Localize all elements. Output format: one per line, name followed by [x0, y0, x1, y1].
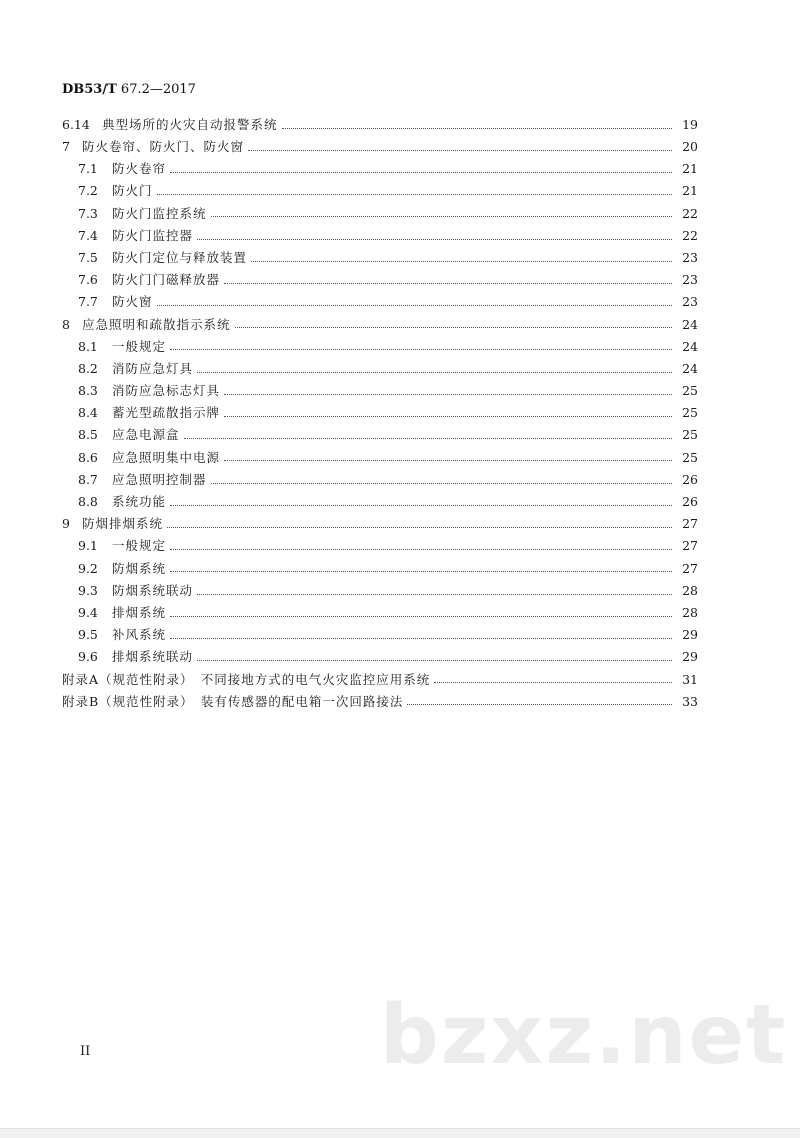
toc-entry-page: 26 — [682, 494, 698, 510]
toc-entry-page: 29 — [682, 649, 698, 665]
toc-dot-leader — [197, 360, 672, 373]
toc-dot-leader — [170, 626, 672, 639]
toc-entry[interactable] — [62, 647, 698, 669]
toc-entry-number: 8.3 — [78, 383, 98, 399]
toc-entry-page: 23 — [682, 272, 698, 288]
toc-dot-leader — [211, 471, 672, 484]
toc-entry[interactable] — [62, 580, 698, 602]
toc-entry-title: 一般规定 — [112, 538, 167, 554]
toc-entry-number: 9.2 — [78, 560, 98, 576]
toc-entry-title: 补风系统 — [112, 627, 167, 643]
toc-entry-page: 25 — [682, 383, 698, 399]
toc-entry-page: 29 — [682, 627, 698, 643]
toc-entry-number: 9.6 — [78, 649, 98, 665]
toc-entry-title: 排烟系统联动 — [112, 649, 194, 665]
toc-entry-page: 22 — [682, 205, 698, 221]
toc-dot-leader — [197, 582, 672, 595]
toc-dot-leader — [235, 315, 672, 328]
toc-entry[interactable] — [62, 447, 698, 469]
toc-entry-title: 防火卷帘、防火门、防火窗 — [82, 139, 245, 155]
toc-entry[interactable] — [62, 425, 698, 447]
toc-dot-leader — [251, 249, 672, 262]
toc-entry-number: 7.6 — [78, 272, 98, 288]
toc-entry[interactable] — [62, 691, 698, 713]
toc-entry-number: 7.2 — [78, 183, 98, 199]
toc-entry-title: 防烟系统 — [112, 560, 167, 576]
toc-dot-leader — [224, 448, 672, 461]
toc-entry-number: 9.3 — [78, 582, 98, 598]
toc-dot-leader — [157, 182, 672, 195]
toc-entry[interactable] — [62, 225, 698, 247]
toc-dot-leader — [224, 382, 672, 395]
toc-entry-number: 8.1 — [78, 338, 98, 354]
toc-entry-page: 31 — [682, 671, 698, 687]
toc-entry-title: 防火卷帘 — [112, 161, 167, 177]
toc-entry-number: 6.14 — [62, 116, 90, 132]
toc-entry[interactable] — [62, 491, 698, 513]
standard-code: DB53/T — [62, 82, 117, 97]
toc-entry-page: 27 — [682, 560, 698, 576]
document-header — [62, 82, 196, 97]
toc-entry[interactable] — [62, 269, 698, 291]
toc-dot-leader — [170, 160, 672, 173]
toc-entry-page: 33 — [682, 693, 698, 709]
toc-entry-page: 25 — [682, 427, 698, 443]
toc-entry-title: 消防应急灯具 — [112, 360, 194, 376]
toc-entry-title: 防火门监控系统 — [112, 205, 207, 221]
toc-entry-page: 24 — [682, 338, 698, 354]
toc-entry-number: 8 — [62, 316, 70, 332]
toc-dot-leader — [170, 604, 672, 617]
watermark: bzxz.net — [380, 988, 788, 1083]
toc-dot-leader — [248, 138, 672, 151]
toc-entry[interactable] — [62, 314, 698, 336]
toc-entry-title: 防火窗 — [112, 294, 153, 310]
toc-entry-title: 防火门 — [112, 183, 153, 199]
toc-entry-number: 9.4 — [78, 604, 98, 620]
toc-entry[interactable] — [62, 469, 698, 491]
toc-entry[interactable] — [62, 336, 698, 358]
toc-entry-number: 8.8 — [78, 494, 98, 510]
toc-entry[interactable] — [62, 181, 698, 203]
toc-entry-title: 消防应急标志灯具 — [112, 383, 221, 399]
toc-dot-leader — [211, 204, 672, 217]
toc-entry-number: 9.5 — [78, 627, 98, 643]
toc-dot-leader — [170, 537, 672, 550]
toc-entry[interactable] — [62, 292, 698, 314]
toc-entry-number: 8.2 — [78, 360, 98, 376]
toc-entry-page: 24 — [682, 360, 698, 376]
toc-dot-leader — [184, 426, 672, 439]
toc-entry-page: 23 — [682, 294, 698, 310]
toc-entry-title: 附录A（规范性附录） 不同接地方式的电气火灾监控应用系统 — [62, 671, 431, 687]
page-number-footer: II — [80, 1044, 91, 1059]
toc-entry[interactable] — [62, 558, 698, 580]
toc-entry-title: 应急照明集中电源 — [112, 449, 221, 465]
toc-dot-leader — [170, 337, 672, 350]
toc-dot-leader — [224, 404, 672, 417]
toc-entry-number: 8.4 — [78, 405, 98, 421]
toc-entry[interactable] — [62, 536, 698, 558]
toc-entry-number: 8.6 — [78, 449, 98, 465]
toc-dot-leader — [224, 271, 672, 284]
toc-entry-title: 防烟系统联动 — [112, 582, 194, 598]
toc-entry-title: 防烟排烟系统 — [82, 516, 164, 532]
toc-entry[interactable] — [62, 358, 698, 380]
toc-entry-page: 25 — [682, 405, 698, 421]
toc-entry-title: 典型场所的火灾自动报警系统 — [102, 116, 278, 132]
toc-entry[interactable] — [62, 158, 698, 180]
toc-entry[interactable] — [62, 136, 698, 158]
toc-entry-page: 25 — [682, 449, 698, 465]
toc-entry-title: 一般规定 — [112, 338, 167, 354]
toc-entry-page: 19 — [682, 116, 698, 132]
toc-entry[interactable] — [62, 247, 698, 269]
toc-entry-title: 应急照明控制器 — [112, 471, 207, 487]
toc-entry-number: 9 — [62, 516, 70, 532]
toc-entry-title: 应急照明和疏散指示系统 — [82, 316, 231, 332]
toc-entry[interactable] — [62, 380, 698, 402]
toc-entry-number: 9.1 — [78, 538, 98, 554]
toc-entry[interactable] — [62, 513, 698, 535]
toc-entry-title: 系统功能 — [112, 494, 167, 510]
toc-entry-page: 20 — [682, 139, 698, 155]
toc-entry[interactable] — [62, 624, 698, 646]
toc-entry-page: 26 — [682, 471, 698, 487]
toc-dot-leader — [170, 559, 672, 572]
toc-entry-number: 8.5 — [78, 427, 98, 443]
table-of-contents — [62, 114, 698, 713]
toc-entry[interactable] — [62, 402, 698, 424]
toc-dot-leader — [282, 116, 672, 129]
toc-entry-page: 21 — [682, 161, 698, 177]
toc-entry-number: 7.4 — [78, 227, 98, 243]
toc-entry-title: 防火门门磁释放器 — [112, 272, 221, 288]
toc-dot-leader — [197, 227, 672, 240]
toc-entry-title: 防火门监控器 — [112, 227, 194, 243]
toc-entry-page: 22 — [682, 227, 698, 243]
standard-number: 67.2—2017 — [120, 82, 196, 97]
toc-entry-number: 7.7 — [78, 294, 98, 310]
toc-entry[interactable] — [62, 669, 698, 691]
toc-entry[interactable] — [62, 203, 698, 225]
toc-entry-page: 27 — [682, 516, 698, 532]
toc-entry-page: 23 — [682, 249, 698, 265]
toc-entry-page: 28 — [682, 582, 698, 598]
toc-entry[interactable] — [62, 602, 698, 624]
toc-entry-title: 应急电源盒 — [112, 427, 180, 443]
toc-dot-leader — [197, 648, 672, 661]
toc-dot-leader — [434, 670, 672, 683]
toc-entry-number: 7 — [62, 139, 70, 155]
toc-entry-number: 7.5 — [78, 249, 98, 265]
toc-entry-page: 24 — [682, 316, 698, 332]
toc-dot-leader — [170, 493, 672, 506]
toc-entry-page: 28 — [682, 604, 698, 620]
toc-entry-title: 排烟系统 — [112, 604, 167, 620]
toc-entry-number: 7.1 — [78, 161, 98, 177]
toc-entry-number: 7.3 — [78, 205, 98, 221]
toc-entry-title: 附录B（规范性附录） 装有传感器的配电箱一次回路接法 — [62, 693, 404, 709]
toc-entry[interactable] — [62, 114, 698, 136]
toc-dot-leader — [157, 293, 672, 306]
toc-entry-page: 21 — [682, 183, 698, 199]
toc-dot-leader — [407, 692, 672, 705]
toc-dot-leader — [167, 515, 672, 528]
toc-entry-page: 27 — [682, 538, 698, 554]
toc-entry-number: 8.7 — [78, 471, 98, 487]
toc-entry-title: 防火门定位与释放装置 — [112, 249, 248, 265]
toc-entry-title: 蓄光型疏散指示牌 — [112, 405, 221, 421]
